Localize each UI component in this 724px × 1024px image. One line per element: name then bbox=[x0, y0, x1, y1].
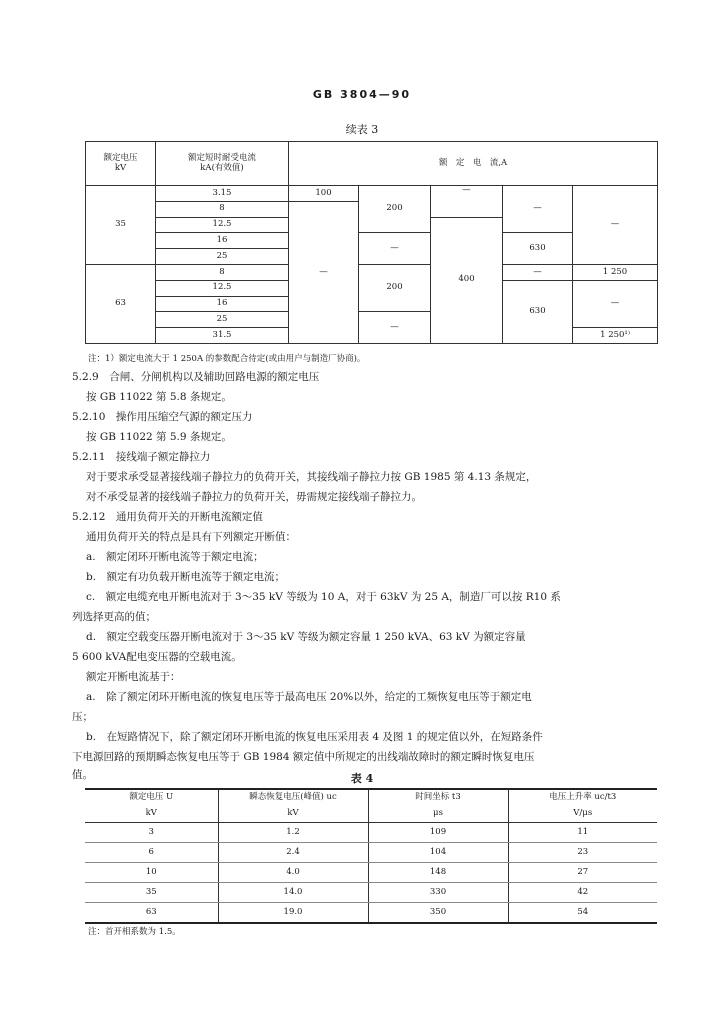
table3-cell: 200 bbox=[359, 264, 431, 311]
section-5-2-11-title: 5.2.11 接线端子额定静拉力 bbox=[72, 451, 211, 463]
list-item-a: a. 额定闭环开断电流等于额定电流； bbox=[86, 551, 264, 563]
table4-cell: 6 bbox=[85, 843, 218, 863]
table3-cell: 3.15 bbox=[156, 186, 289, 202]
basis-intro: 额定开断电流基于： bbox=[86, 671, 181, 683]
table4-unit-cell: μs bbox=[368, 806, 508, 823]
table4-cell: 42 bbox=[508, 883, 657, 903]
table4-cell: 23 bbox=[508, 843, 657, 863]
table3-cell: 25 bbox=[156, 312, 289, 328]
table3-cell: 630 bbox=[503, 233, 573, 265]
table4-unit-cell: kV bbox=[85, 806, 218, 823]
table4-cell: 109 bbox=[368, 823, 508, 843]
table3-cell: — bbox=[431, 186, 503, 218]
table4-caption: 表 4 bbox=[350, 772, 374, 785]
table3-cell: 16 bbox=[156, 233, 289, 249]
table4 bbox=[85, 788, 657, 924]
table4-cell: 148 bbox=[368, 863, 508, 883]
table3-caption: 续表 3 bbox=[345, 123, 379, 136]
table4-header-cell: 瞬态恢复电压(峰值) uc bbox=[218, 789, 368, 806]
table4-cell: 3 bbox=[85, 823, 218, 843]
table-row bbox=[85, 903, 657, 924]
voltage-label: 额定电压 bbox=[103, 152, 138, 163]
table3-cell: 1 250¹⁾ bbox=[573, 328, 658, 344]
table3-head-voltage bbox=[86, 142, 156, 186]
table3-cell: 1 250 bbox=[573, 264, 658, 280]
table-row bbox=[85, 883, 657, 903]
table3-cell: 200 bbox=[359, 186, 431, 233]
section-5-2-12-intro: 通用负荷开关的特点是具有下列额定开断值： bbox=[86, 531, 296, 543]
table4-unit-cell: kV bbox=[218, 806, 368, 823]
table4-cell: 19.0 bbox=[218, 903, 368, 924]
table4-cell: 330 bbox=[368, 883, 508, 903]
table4-cell: 104 bbox=[368, 843, 508, 863]
basis-a-line2: 压； bbox=[72, 711, 93, 723]
table4-cell: 4.0 bbox=[218, 863, 368, 883]
table3-cell: 630 bbox=[503, 280, 573, 343]
table4-cell: 10 bbox=[85, 863, 218, 883]
short-time-label: 额定短时耐受电流 bbox=[187, 152, 256, 163]
voltage-unit: kV bbox=[114, 162, 127, 173]
table4-cell: 350 bbox=[368, 903, 508, 924]
table3-head-rated-current: 额 定 电 流,A bbox=[289, 142, 658, 186]
table4-header-cell: 时间坐标 t3 bbox=[368, 789, 508, 806]
list-item-b: b. 额定有功负载开断电流等于额定电流； bbox=[86, 571, 286, 583]
table3 bbox=[85, 141, 658, 344]
table3-cell: 100 bbox=[289, 186, 359, 202]
table3-cell: — bbox=[573, 280, 658, 327]
table3-cell: 25 bbox=[156, 249, 289, 265]
table3-cell: — bbox=[289, 201, 359, 343]
basis-b-line2: 下电源回路的预期瞬态恢复电压等于 GB 1984 额定值中所规定的出线端故障时的额定瞬时恢复电压 bbox=[72, 751, 535, 763]
table3-voltage-63: 63 bbox=[86, 264, 156, 343]
table3-cell: — bbox=[359, 312, 431, 344]
table3-head-short-time bbox=[156, 142, 289, 186]
table3-cell: — bbox=[503, 186, 573, 233]
table4-cell: 14.0 bbox=[218, 883, 368, 903]
table4-cell: 1.2 bbox=[218, 823, 368, 843]
table4-unit-cell: V/μs bbox=[508, 806, 657, 823]
table3-cell: 16 bbox=[156, 296, 289, 312]
section-5-2-10-text: 按 GB 11022 第 5.9 条规定。 bbox=[86, 431, 232, 443]
basis-b-line1: b. 在短路情况下，除了额定闭环开断电流的恢复电压采用表 4 及图 1 的规定值以外，在短路条件 bbox=[86, 731, 543, 743]
table4-note: 注：首开相系数为 1.5。 bbox=[88, 927, 181, 937]
table4-cell: 54 bbox=[508, 903, 657, 924]
table4-cell: 11 bbox=[508, 823, 657, 843]
table4-cell: 27 bbox=[508, 863, 657, 883]
table3-cell: 400 bbox=[431, 217, 503, 343]
table4-cell: 35 bbox=[85, 883, 218, 903]
table4-cell: 2.4 bbox=[218, 843, 368, 863]
basis-a-line1: a. 除了额定闭环开断电流的恢复电压等于最高电压 20%以外，给定的工频恢复电压等于额定电 bbox=[86, 691, 532, 703]
table4-cell: 63 bbox=[85, 903, 218, 924]
table-row bbox=[85, 823, 657, 843]
table3-cell: — bbox=[359, 233, 431, 265]
table3-cell: — bbox=[573, 186, 658, 265]
table4-header-cell: 额定电压 U bbox=[85, 789, 218, 806]
table3-cell: 8 bbox=[156, 201, 289, 217]
section-5-2-11-text-1: 对于要求承受显著接线端子静拉力的负荷开关，其接线端子静拉力按 GB 1985 第 4.13 条规定， bbox=[86, 471, 537, 483]
basis-b-line3: 值。 bbox=[72, 769, 93, 781]
list-item-d-line1: d. 额定空载变压器开断电流对于 3～35 kV 等级为额定容量 1 250 kVA、63 kV 为额定容量 bbox=[86, 631, 526, 643]
section-5-2-12-title: 5.2.12 通用负荷开关的开断电流额定值 bbox=[72, 511, 263, 523]
section-5-2-10-title: 5.2.10 操作用压缩空气源的额定压力 bbox=[72, 411, 253, 423]
section-5-2-11-text-2: 对不承受显著的接线端子静拉力的负荷开关，毋需规定接线端子静拉力。 bbox=[86, 491, 422, 503]
section-5-2-9-text: 按 GB 11022 第 5.8 条规定。 bbox=[86, 391, 232, 403]
standard-code-header: GB 3804—90 bbox=[312, 88, 412, 101]
table3-cell: — bbox=[503, 264, 573, 280]
table3-cell: 12.5 bbox=[156, 217, 289, 233]
table4-header-cell: 电压上升率 uc/t3 bbox=[508, 789, 657, 806]
table-row bbox=[85, 843, 657, 863]
table3-note: 注：1）额定电流大于 1 250A 的参数配合待定(或由用户与制造厂协商)。 bbox=[88, 354, 366, 364]
list-item-c-line1: c. 额定电缆充电开断电流对于 3～35 kV 等级为 10 A，对于 63kV 为 25 A，制造厂可以按 R10 系 bbox=[86, 591, 561, 603]
table3-cell: 12.5 bbox=[156, 280, 289, 296]
short-time-unit: kA(有效值) bbox=[200, 162, 244, 173]
list-item-d-line2: 5 600 kVA配电变压器的空载电流。 bbox=[72, 651, 242, 663]
table3-cell: 31.5 bbox=[156, 328, 289, 344]
table3-cell: 8 bbox=[156, 264, 289, 280]
table3-voltage-35: 35 bbox=[86, 186, 156, 265]
list-item-c-line2: 列选择更高的值； bbox=[72, 611, 156, 623]
table-row bbox=[85, 863, 657, 883]
section-5-2-9-title: 5.2.9 合闸、分闸机构以及辅助回路电源的额定电压 bbox=[72, 371, 320, 383]
